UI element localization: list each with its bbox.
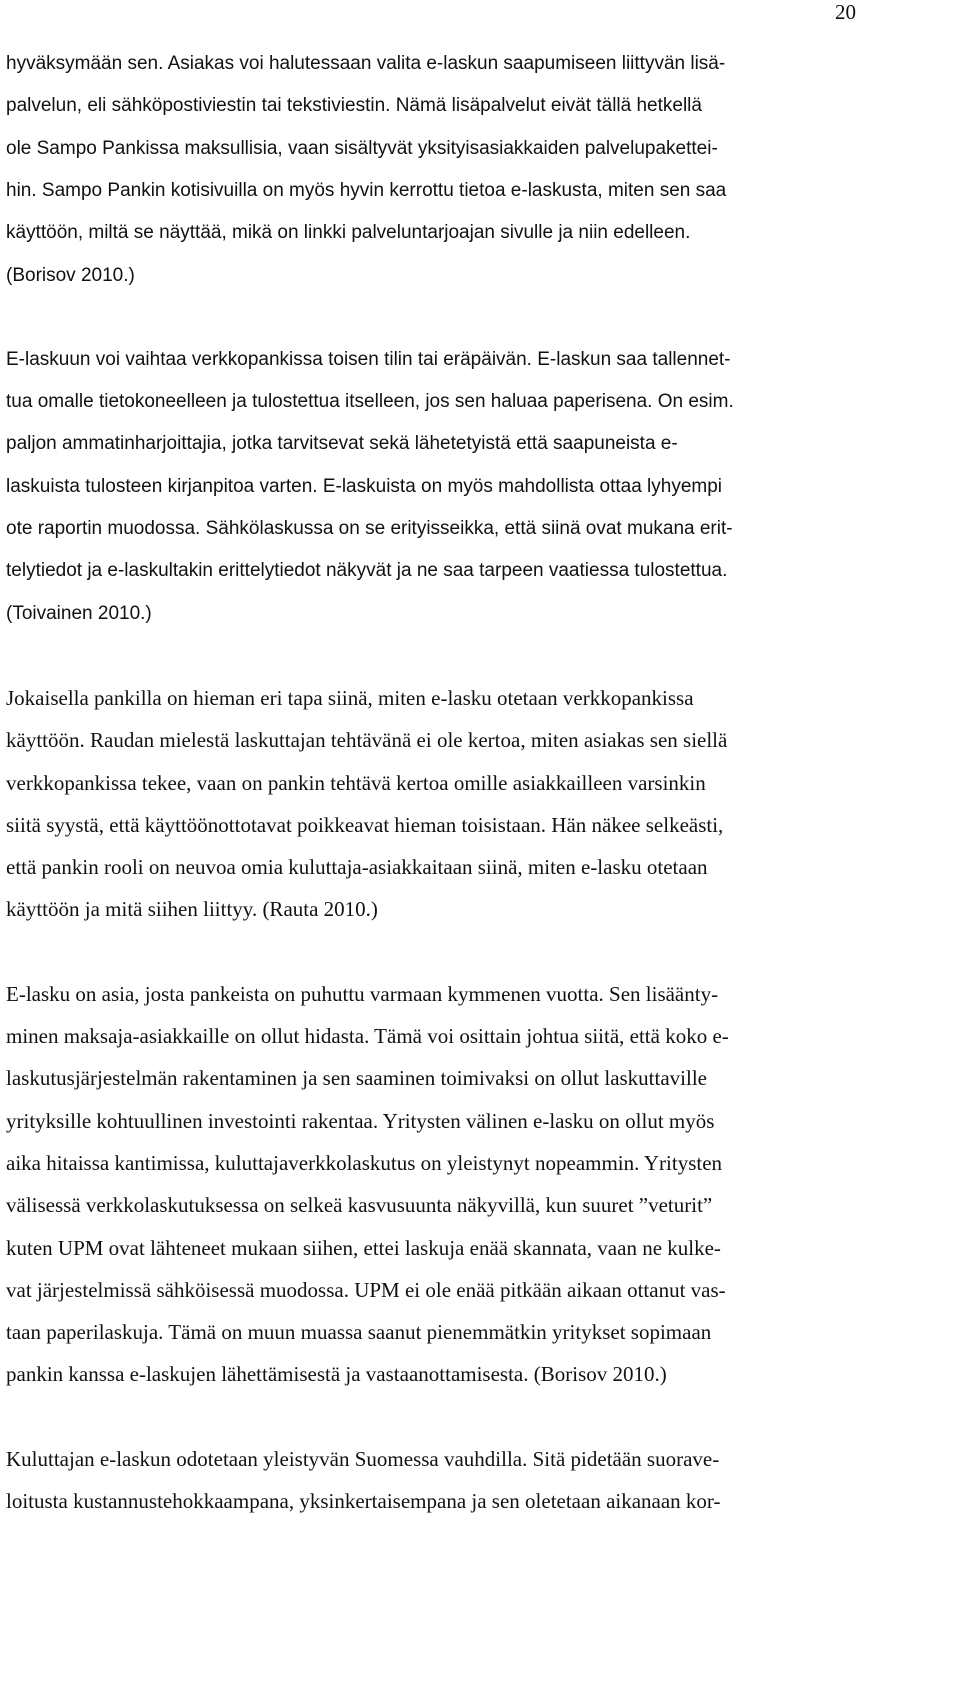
text-line: E-laskuun voi vaihtaa verkkopankissa toisen tilin tai eräpäivän. E-laskun saa tallennet-	[6, 348, 731, 370]
text-line: E-lasku on asia, josta pankeista on puhuttu varmaan kymmenen vuotta. Sen lisäänty-	[6, 981, 719, 1006]
text-line: laskutusjärjestelmän rakentaminen ja sen saaminen toimivaksi on ollut laskuttaville	[6, 1066, 707, 1091]
text-line: taan paperilaskuja. Tämä on muun muassa saanut pienemmätkin yritykset sopimaan	[6, 1320, 712, 1345]
text-line: telytiedot ja e-laskultakin erittelytiedot näkyvät ja ne saa tarpeen vaatiessa tulostettua.	[6, 560, 728, 582]
page-number: 20	[835, 0, 856, 24]
text-line: siitä syystä, että käyttöönottotavat poikkeavat hieman toisistaan. Hän näkee selkeästi,	[6, 812, 724, 837]
text-line: aika hitaissa kantimissa, kuluttajaverkkolaskutus on yleistynyt nopeammin. Yritysten	[6, 1150, 723, 1175]
text-line: pankin kanssa e-laskujen lähettämisestä ja vastaanottamisesta. (Borisov 2010.)	[6, 1362, 667, 1387]
text-line: hin. Sampo Pankin kotisivuilla on myös hyvin kerrottu tietoa e-laskusta, miten sen saa	[6, 179, 727, 201]
text-line: käyttöön. Raudan mielestä laskuttajan tehtävänä ei ole kertoa, miten asiakas sen siellä	[6, 728, 728, 753]
text-line: Kuluttajan e-laskun odotetaan yleistyvän Suomessa vauhdilla. Sitä pidetään suorave-	[6, 1446, 720, 1471]
text-line: paljon ammatinharjoittajia, jotka tarvitsevat sekä lähetetyistä että saapuneista e-	[6, 433, 678, 455]
text-line: minen maksaja-asiakkaille on ollut hidasta. Tämä voi osittain johtua siitä, että koko e-	[6, 1024, 729, 1048]
text-line: ote raportin muodossa. Sähkölaskussa on se erityisseikka, että siinä ovat mukana erit-	[6, 518, 733, 539]
text-line: palvelun, eli sähköpostiviestin tai tekstiviestin. Nämä lisäpalvelut eivät tällä hetkellä	[6, 95, 702, 117]
text-line: laskuista tulosteen kirjanpitoa varten. E-laskuista on myös mahdollista ottaa lyhyempi	[6, 475, 723, 497]
text-line: hyväksymään sen. Asiakas voi halutessaan valita e-laskun saapumiseen liittyvän lisä-	[6, 53, 726, 74]
text-line: käyttöön ja mitä siihen liittyy. (Rauta 2010.)	[6, 897, 378, 922]
text-line: ole Sampo Pankissa maksullisia, vaan sisältyvät yksityisasiakkaiden palvelupakettei-	[6, 137, 718, 159]
text-line: tua omalle tietokoneelleen ja tulostettua itselleen, jos sen haluaa paperisena. On esim.	[6, 391, 734, 413]
text-line: käyttöön, miltä se näyttää, mikä on linkki palveluntarjoajan sivulle ja niin edelleen.	[6, 222, 691, 244]
text-line: loitusta kustannustehokkaampana, yksinkertaisempana ja sen oletetaan aikanaan kor-	[6, 1489, 721, 1513]
text-line: (Borisov 2010.)	[6, 264, 135, 286]
text-line: välisessä verkkolaskutuksessa on selkeä kasvusuunta näkyvillä, kun suuret ”veturit”	[6, 1193, 713, 1218]
text-line: yrityksille kohtuullinen investointi rakentaa. Yritysten välinen e-lasku on ollut myös	[6, 1108, 715, 1133]
text-line: vat järjestelmissä sähköisessä muodossa. UPM ei ole enää pitkään aikaan ottanut vas-	[6, 1277, 726, 1302]
text-line: että pankin rooli on neuvoa omia kuluttaja-asiakkaitaan siinä, miten e-lasku otetaan	[6, 855, 708, 880]
text-line: (Toivainen 2010.)	[6, 602, 152, 624]
text-line: Jokaisella pankilla on hieman eri tapa siinä, miten e-lasku otetaan verkkopankissa	[6, 685, 694, 710]
text-line: verkkopankissa tekee, vaan on pankin tehtävä kertoa omille asiakkailleen varsinkin	[6, 770, 706, 795]
text-line: kuten UPM ovat lähteneet mukaan siihen, ettei laskuja enää skannata, vaan ne kulke-	[6, 1235, 721, 1260]
